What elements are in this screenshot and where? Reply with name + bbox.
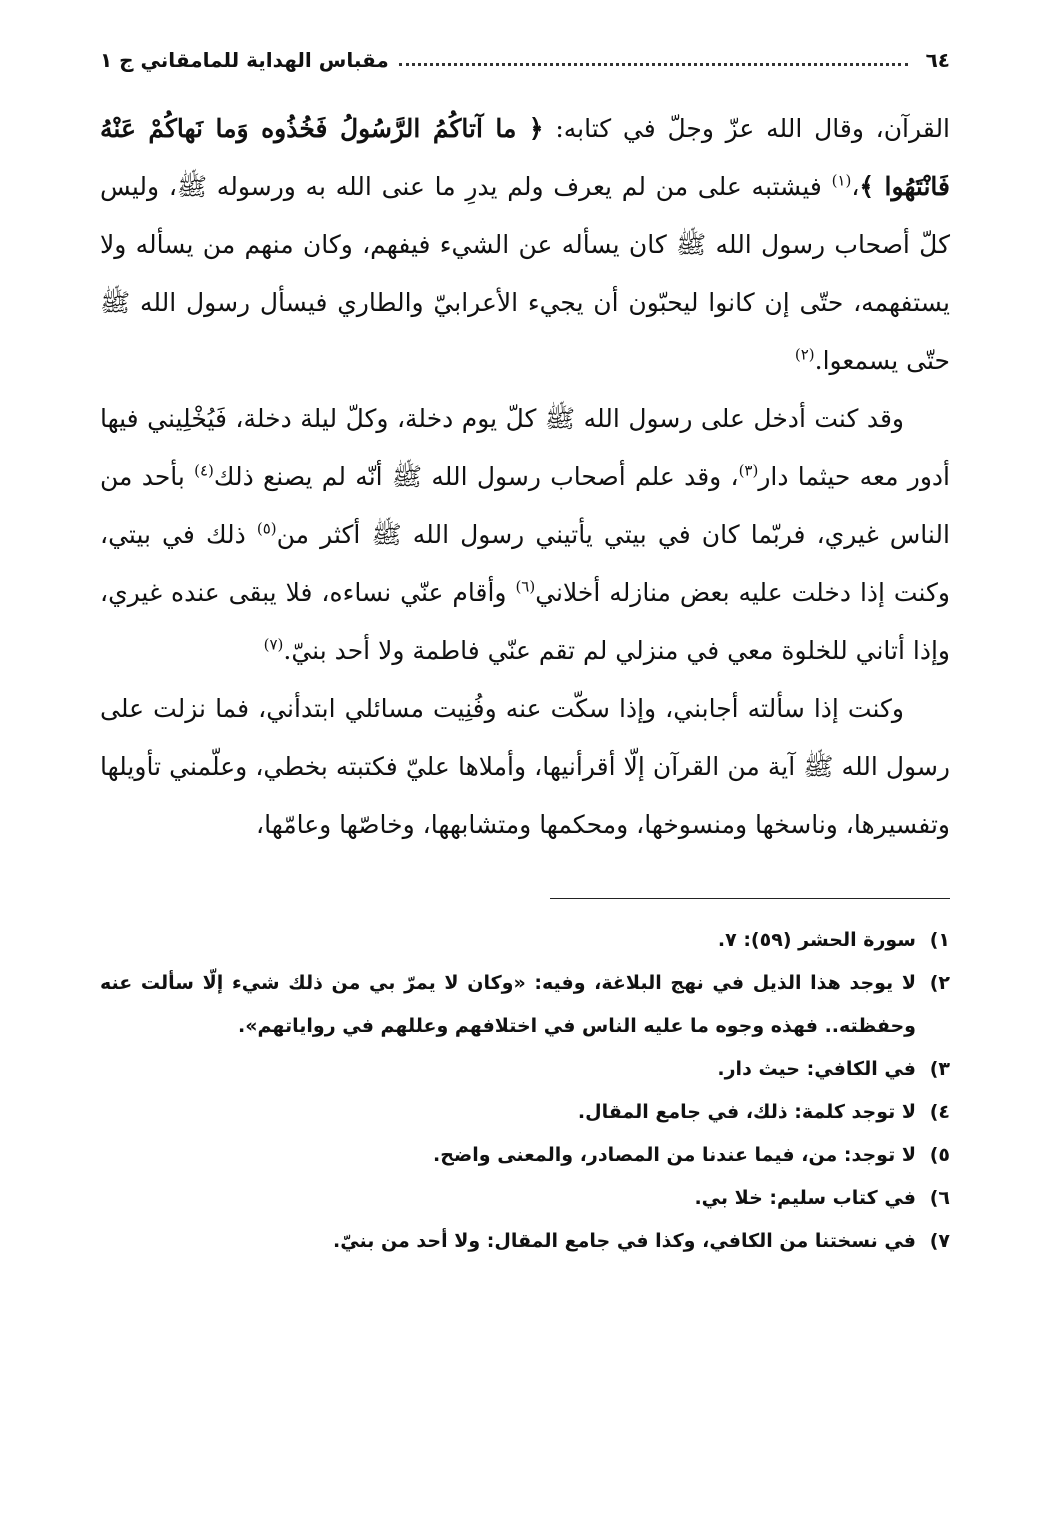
- book-page: [100, 38, 950, 1478]
- footnote-item: [100, 1177, 950, 1220]
- footnote-ref-4[interactable]: (٤): [194, 461, 214, 480]
- footnote-number: ٦): [929, 1187, 950, 1209]
- header-dot-leader: [399, 63, 908, 66]
- footnote-number: ٧): [929, 1230, 950, 1252]
- footnote-number: ٣): [929, 1058, 950, 1080]
- paragraph-1: [100, 100, 950, 390]
- main-text: [100, 100, 950, 854]
- paragraph-2-text-c: بأحد من الناس غيري، فربّما كان في بيتي يأتيني رسول الله ﷺ أكثر من: [100, 462, 950, 549]
- footnote-text: لا توجد كلمة: ذلك، في جامع المقال.: [577, 1101, 916, 1123]
- page-number: ٦٤: [925, 48, 950, 72]
- footnote-ref-3[interactable]: (٣): [738, 461, 759, 480]
- footnote-separator: [550, 898, 950, 899]
- footnote-text: في كتاب سليم: خلا بي.: [694, 1187, 916, 1209]
- paragraph-3: [100, 680, 950, 854]
- paragraph-2-text-a: وقد كنت أدخل على رسول الله ﷺ كلّ يوم دخلة، وكلّ ليلة دخلة، فَيُخْلِيني فيها أدور معه حيثما دار: [100, 404, 951, 491]
- running-header: [100, 38, 950, 82]
- paragraph-2-text-d: ذلك في بيتي، وكنت إذا دخلت عليه بعض منازله أخلاني: [100, 520, 950, 607]
- paragraph-1-text-a: القرآن، وقال الله عزّ وجلّ في كتابه:: [543, 114, 951, 143]
- footnote-item: [100, 962, 950, 1048]
- footnote-item: [100, 1091, 950, 1134]
- footnote-text: لا توجد: من، فيما عندنا من المصادر، والمعنى واضح.: [432, 1144, 916, 1166]
- footnotes-list: [100, 919, 950, 1263]
- footnote-text: في الكافي: حيث دار.: [717, 1058, 916, 1080]
- footnote-number: ٢): [929, 972, 950, 994]
- footnote-number: ٤): [929, 1101, 950, 1123]
- paragraph-1-text-b: ،: [851, 172, 860, 201]
- paragraph-2-text-b: ، وقد علم أصحاب رسول الله ﷺ أنّه لم يصنع ذلك: [213, 462, 739, 491]
- footnote-ref-7[interactable]: (٧): [263, 635, 284, 654]
- footnote-item: [100, 1048, 950, 1091]
- paragraph-3-text: وكنت إذا سألته أجابني، وإذا سكّت عنه وفُنِيت مسائلي ابتدأني، فما نزلت على رسول الله ﷺ آية من القرآن إلّا أقرأنيها، وأملاها عليّ فكتبته بخطي، وعلّمني تأويلها وتفسيرها، وناسخها ومنسوخها، ومحكمها ومتشابهها، وخاصّها وعامّها،: [100, 694, 950, 839]
- footnote-ref-1[interactable]: (١): [831, 171, 852, 190]
- book-title: مقباس الهداية للمامقاني ج ١: [100, 48, 389, 72]
- footnote-ref-6[interactable]: (٦): [515, 577, 536, 596]
- footnote-text: لا يوجد هذا الذيل في نهج البلاغة، وفيه: «وكان لا يمرّ بي من ذلك شيء إلّا سألت عنه وحفظته.. فهذه وجوه ما عليه الناس في اختلافهم وعللهم في رواياتهم».: [100, 972, 916, 1037]
- paragraph-2-text-e: وأقام عنّي نساءه، فلا يبقى عنده غيري، وإذا أتاني للخلوة معي في منزلي لم تقم عنّي فاطمة ولا أحد بنيّ.: [100, 578, 950, 665]
- footnote-text: في نسختنا من الكافي، وكذا في جامع المقال: ولا أحد من بنيّ.: [333, 1230, 916, 1252]
- quran-verse: ﴿ ما آتاكُمُ الرَّسُولُ فَخُذُوه وَما نَهاكُمْ عَنْهُ فَانْتَهُوا ﴾: [100, 114, 950, 201]
- paragraph-1-text-c: فيشتبه على من لم يعرف ولم يدرِ ما عنى الله به ورسوله ﷺ، وليس كلّ أصحاب رسول الله ﷺ كان يسأله عن الشيء فيفهم، وكان منهم من يسأله ولا يستفهمه، حتّى إن كانوا ليحبّون أن يجيء الأعرابيّ والطاري فيسأل رسول الله ﷺ حتّى يسمعوا.: [100, 172, 950, 375]
- footnote-item: [100, 1134, 950, 1177]
- footnote-number: ٥): [929, 1144, 950, 1166]
- footnote-ref-2[interactable]: (٢): [794, 345, 815, 364]
- footnote-item: [100, 919, 950, 962]
- footnote-text: سورة الحشر (٥٩): ٧.: [717, 929, 916, 951]
- footnote-ref-5[interactable]: (٥): [256, 519, 277, 538]
- paragraph-2: [100, 390, 950, 680]
- footnote-item: [100, 1220, 950, 1263]
- footnote-number: ١): [929, 929, 950, 951]
